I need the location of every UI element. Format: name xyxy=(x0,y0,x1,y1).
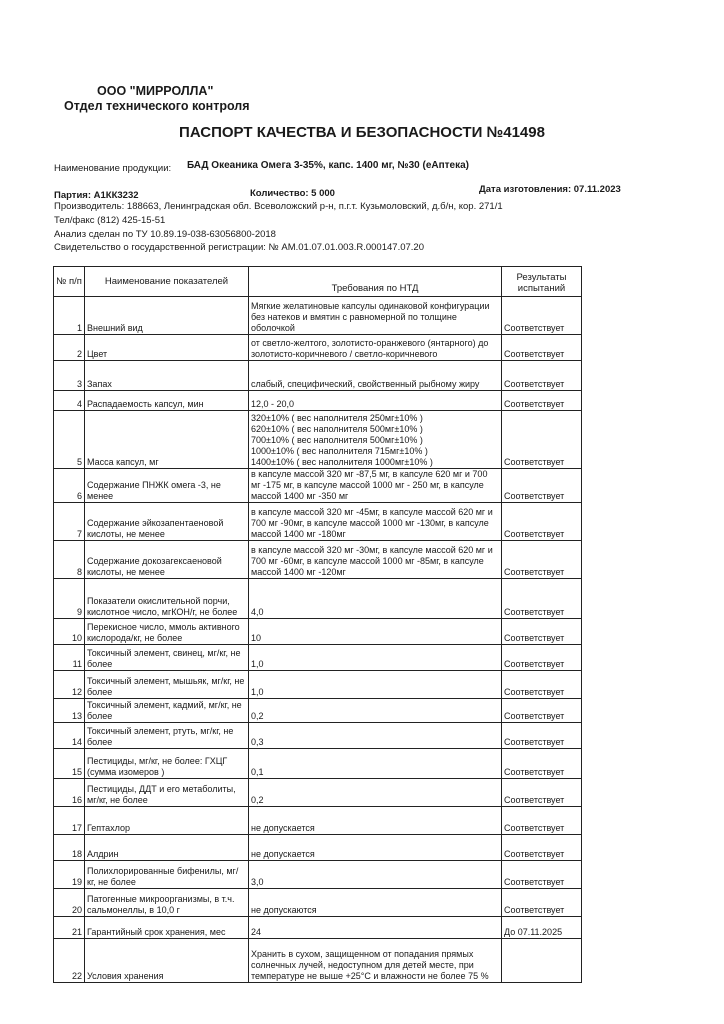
row-number: 21 xyxy=(54,917,85,939)
row-number: 17 xyxy=(54,807,85,835)
indicator-name: Пестициды, ДДТ и его метаболиты, мг/кг, не более xyxy=(85,779,249,807)
indicator-name: Токсичный элемент, ртуть, мг/кг, не более xyxy=(85,723,249,749)
table-row xyxy=(54,671,582,699)
header-num: № п/п xyxy=(54,267,85,297)
result-cell: Соответствует xyxy=(502,671,582,699)
header-result: Результаты испытаний xyxy=(502,267,582,297)
result-cell xyxy=(502,939,582,983)
quantity-value: 5 000 xyxy=(311,188,335,199)
row-number: 11 xyxy=(54,645,85,671)
test-results-table xyxy=(53,266,582,983)
table-row xyxy=(54,723,582,749)
result-cell: Соответствует xyxy=(502,361,582,391)
table-row xyxy=(54,779,582,807)
requirement-cell: слабый, специфический, свойственный рыбному жиру xyxy=(249,361,502,391)
product-name: БАД Океаника Омега 3-35%, капс. 1400 мг, №30 (еАптека) xyxy=(187,160,469,171)
requirement-cell: в капсуле массой 320 мг -45мг, в капсуле массой 620 мг и 700 мг -90мг, в капсуле массой 1000 мг -130мг, в капсуле массой 1400 мг -180мг xyxy=(249,503,502,541)
result-cell: Соответствует xyxy=(502,411,582,469)
row-number: 18 xyxy=(54,835,85,861)
requirement-cell: 0,2 xyxy=(249,699,502,723)
result-cell: Соответствует xyxy=(502,335,582,361)
manufacturer-address: Производитель: 188663, Ленинградская обл. Всеволожский р-н, п.г.т. Кузьмоловский, д.б/н, кор. 271/1 xyxy=(54,201,503,212)
quantity-label: Количество: xyxy=(250,188,309,199)
table-row xyxy=(54,917,582,939)
result-cell: Соответствует xyxy=(502,807,582,835)
row-number: 19 xyxy=(54,861,85,889)
requirement-cell: 1,0 xyxy=(249,645,502,671)
table-row xyxy=(54,939,582,983)
indicator-name: Гарантийный срок хранения, мес xyxy=(85,917,249,939)
requirement-cell: не допускаются xyxy=(249,889,502,917)
date-value: 07.11.2023 xyxy=(573,184,621,195)
requirement-cell: 0,2 xyxy=(249,779,502,807)
table-row xyxy=(54,619,582,645)
row-number: 13 xyxy=(54,699,85,723)
requirement-cell: 12,0 - 20,0 xyxy=(249,391,502,411)
indicator-name: Пестициды, мг/кг, не более: ГХЦГ (сумма изомеров ) xyxy=(85,749,249,779)
header-name: Наименование показателей xyxy=(85,267,249,297)
result-cell: Соответствует xyxy=(502,503,582,541)
table-row xyxy=(54,807,582,835)
row-number: 6 xyxy=(54,469,85,503)
requirement-cell: не допускается xyxy=(249,807,502,835)
result-cell: Соответствует xyxy=(502,645,582,671)
table-row xyxy=(54,579,582,619)
indicator-name: Цвет xyxy=(85,335,249,361)
row-number: 8 xyxy=(54,541,85,579)
indicator-name: Запах xyxy=(85,361,249,391)
row-number: 5 xyxy=(54,411,85,469)
requirement-cell: 1,0 xyxy=(249,671,502,699)
result-cell: До 07.11.2025 xyxy=(502,917,582,939)
indicator-name: Патогенные микроорганизмы, в т.ч. сальмонеллы, в 10,0 г xyxy=(85,889,249,917)
result-cell: Соответствует xyxy=(502,699,582,723)
row-number: 2 xyxy=(54,335,85,361)
header-req: Требования по НТД xyxy=(249,267,502,297)
indicator-name: Токсичный элемент, свинец, мг/кг, не более xyxy=(85,645,249,671)
table-row xyxy=(54,861,582,889)
table-row xyxy=(54,541,582,579)
result-cell: Соответствует xyxy=(502,779,582,807)
result-cell: Соответствует xyxy=(502,391,582,411)
batch-value: А1КК3232 xyxy=(93,190,139,201)
requirement-line: 320±10% ( вес наполнителя 250мг±10% ) xyxy=(251,413,423,423)
requirement-cell: не допускается xyxy=(249,835,502,861)
indicator-name: Перекисное число, ммоль активного кислорода/кг, не более xyxy=(85,619,249,645)
requirement-cell: Хранить в сухом, защищенном от попадания прямых солнечных лучей, недоступном для детей месте, при температуре не выше +25°С и влажности не более 75 % xyxy=(249,939,502,983)
requirement-line: 1400±10% ( вес наполнителя 1000мг±10% ) xyxy=(251,457,433,467)
result-cell: Соответствует xyxy=(502,619,582,645)
phone-fax: Тел/факс (812) 425-15-51 xyxy=(54,215,166,226)
indicator-name: Распадаемость капсул, мин xyxy=(85,391,249,411)
row-number: 12 xyxy=(54,671,85,699)
requirement-cell: 3,0 xyxy=(249,861,502,889)
indicator-name: Внешний вид xyxy=(85,297,249,335)
result-cell: Соответствует xyxy=(502,469,582,503)
result-cell: Соответствует xyxy=(502,861,582,889)
table-row xyxy=(54,699,582,723)
indicator-name: Токсичный элемент, мышьяк, мг/кг, не более xyxy=(85,671,249,699)
requirement-cell: 10 xyxy=(249,619,502,645)
table-row xyxy=(54,835,582,861)
requirement-cell xyxy=(249,411,502,469)
result-cell: Соответствует xyxy=(502,835,582,861)
result-cell: Соответствует xyxy=(502,723,582,749)
result-cell: Соответствует xyxy=(502,579,582,619)
requirement-cell: 0,3 xyxy=(249,723,502,749)
requirement-line: 620±10% ( вес наполнителя 500мг±10% ) xyxy=(251,424,423,434)
row-number: 9 xyxy=(54,579,85,619)
table-row xyxy=(54,335,582,361)
manufacture-date-field xyxy=(479,184,621,195)
table-row xyxy=(54,749,582,779)
row-number: 7 xyxy=(54,503,85,541)
indicator-name: Гептахлор xyxy=(85,807,249,835)
indicator-name: Условия хранения xyxy=(85,939,249,983)
indicator-name: Показатели окислительной порчи, кислотное число, мгКОН/г, не более xyxy=(85,579,249,619)
analysis-standard: Анализ сделан по ТУ 10.89.19-038-63056800-2018 xyxy=(54,229,276,240)
requirement-line: 1000±10% ( вес наполнителя 715мг±10% ) xyxy=(251,446,428,456)
table-row xyxy=(54,645,582,671)
indicator-name: Масса капсул, мг xyxy=(85,411,249,469)
row-number: 15 xyxy=(54,749,85,779)
indicator-name: Токсичный элемент, кадмий, мг/кг, не более xyxy=(85,699,249,723)
result-cell: Соответствует xyxy=(502,889,582,917)
indicator-name: Содержание докозагексаеновой кислоты, не менее xyxy=(85,541,249,579)
result-cell: Соответствует xyxy=(502,297,582,335)
row-number: 4 xyxy=(54,391,85,411)
row-number: 16 xyxy=(54,779,85,807)
indicator-name: Содержание ПНЖК омега -3, не менее xyxy=(85,469,249,503)
product-label: Наименование продукции: xyxy=(54,163,172,174)
result-cell: Соответствует xyxy=(502,541,582,579)
table-row xyxy=(54,469,582,503)
requirement-line: 700±10% ( вес наполнителя 500мг±10% ) xyxy=(251,435,423,445)
table-row xyxy=(54,889,582,917)
row-number: 3 xyxy=(54,361,85,391)
batch-field xyxy=(54,190,139,201)
table-row xyxy=(54,411,582,469)
registration-certificate: Свидетельство о государственной регистрации: № AM.01.07.01.003.R.000147.07.20 xyxy=(54,242,424,253)
table-row xyxy=(54,503,582,541)
company-name: ООО "МИРРОЛЛА" xyxy=(97,84,214,98)
quantity-field xyxy=(250,188,335,199)
requirement-cell: от светло-желтого, золотисто-оранжевого (янтарного) до золотисто-коричневого / светло-коричневого xyxy=(249,335,502,361)
table-row xyxy=(54,297,582,335)
date-label: Дата изготовления: xyxy=(479,184,572,195)
indicator-name: Алдрин xyxy=(85,835,249,861)
indicator-name: Полихлорированные бифенилы, мг/кг, не более xyxy=(85,861,249,889)
result-cell: Соответствует xyxy=(502,749,582,779)
batch-label: Партия: xyxy=(54,190,91,201)
requirement-cell: в капсуле массой 320 мг -87,5 мг, в капсуле 620 мг и 700 мг -175 мг, в капсуле массой 1000 мг - 250 мг, в капсуле массой 1400 мг -350 мг xyxy=(249,469,502,503)
department-name: Отдел технического контроля xyxy=(64,99,250,113)
row-number: 22 xyxy=(54,939,85,983)
requirement-cell: 24 xyxy=(249,917,502,939)
row-number: 20 xyxy=(54,889,85,917)
table-header-row xyxy=(54,267,582,297)
table-body xyxy=(54,297,582,983)
requirement-cell: 4,0 xyxy=(249,579,502,619)
row-number: 14 xyxy=(54,723,85,749)
table-row xyxy=(54,391,582,411)
row-number: 10 xyxy=(54,619,85,645)
requirement-cell: Мягкие желатиновые капсулы одинаковой конфигурации без натеков и вмятин с равномерной по толщине оболочкой xyxy=(249,297,502,335)
indicator-name: Содержание эйкозапентаеновой кислоты, не менее xyxy=(85,503,249,541)
requirement-cell: в капсуле массой 320 мг -30мг, в капсуле массой 620 мг и 700 мг -60мг, в капсуле массой 1000 мг -85мг, в капсуле массой 1400 мг -120мг xyxy=(249,541,502,579)
document-title: ПАСПОРТ КАЧЕСТВА И БЕЗОПАСНОСТИ №41498 xyxy=(179,124,545,141)
requirement-cell: 0,1 xyxy=(249,749,502,779)
row-number: 1 xyxy=(54,297,85,335)
table-row xyxy=(54,361,582,391)
